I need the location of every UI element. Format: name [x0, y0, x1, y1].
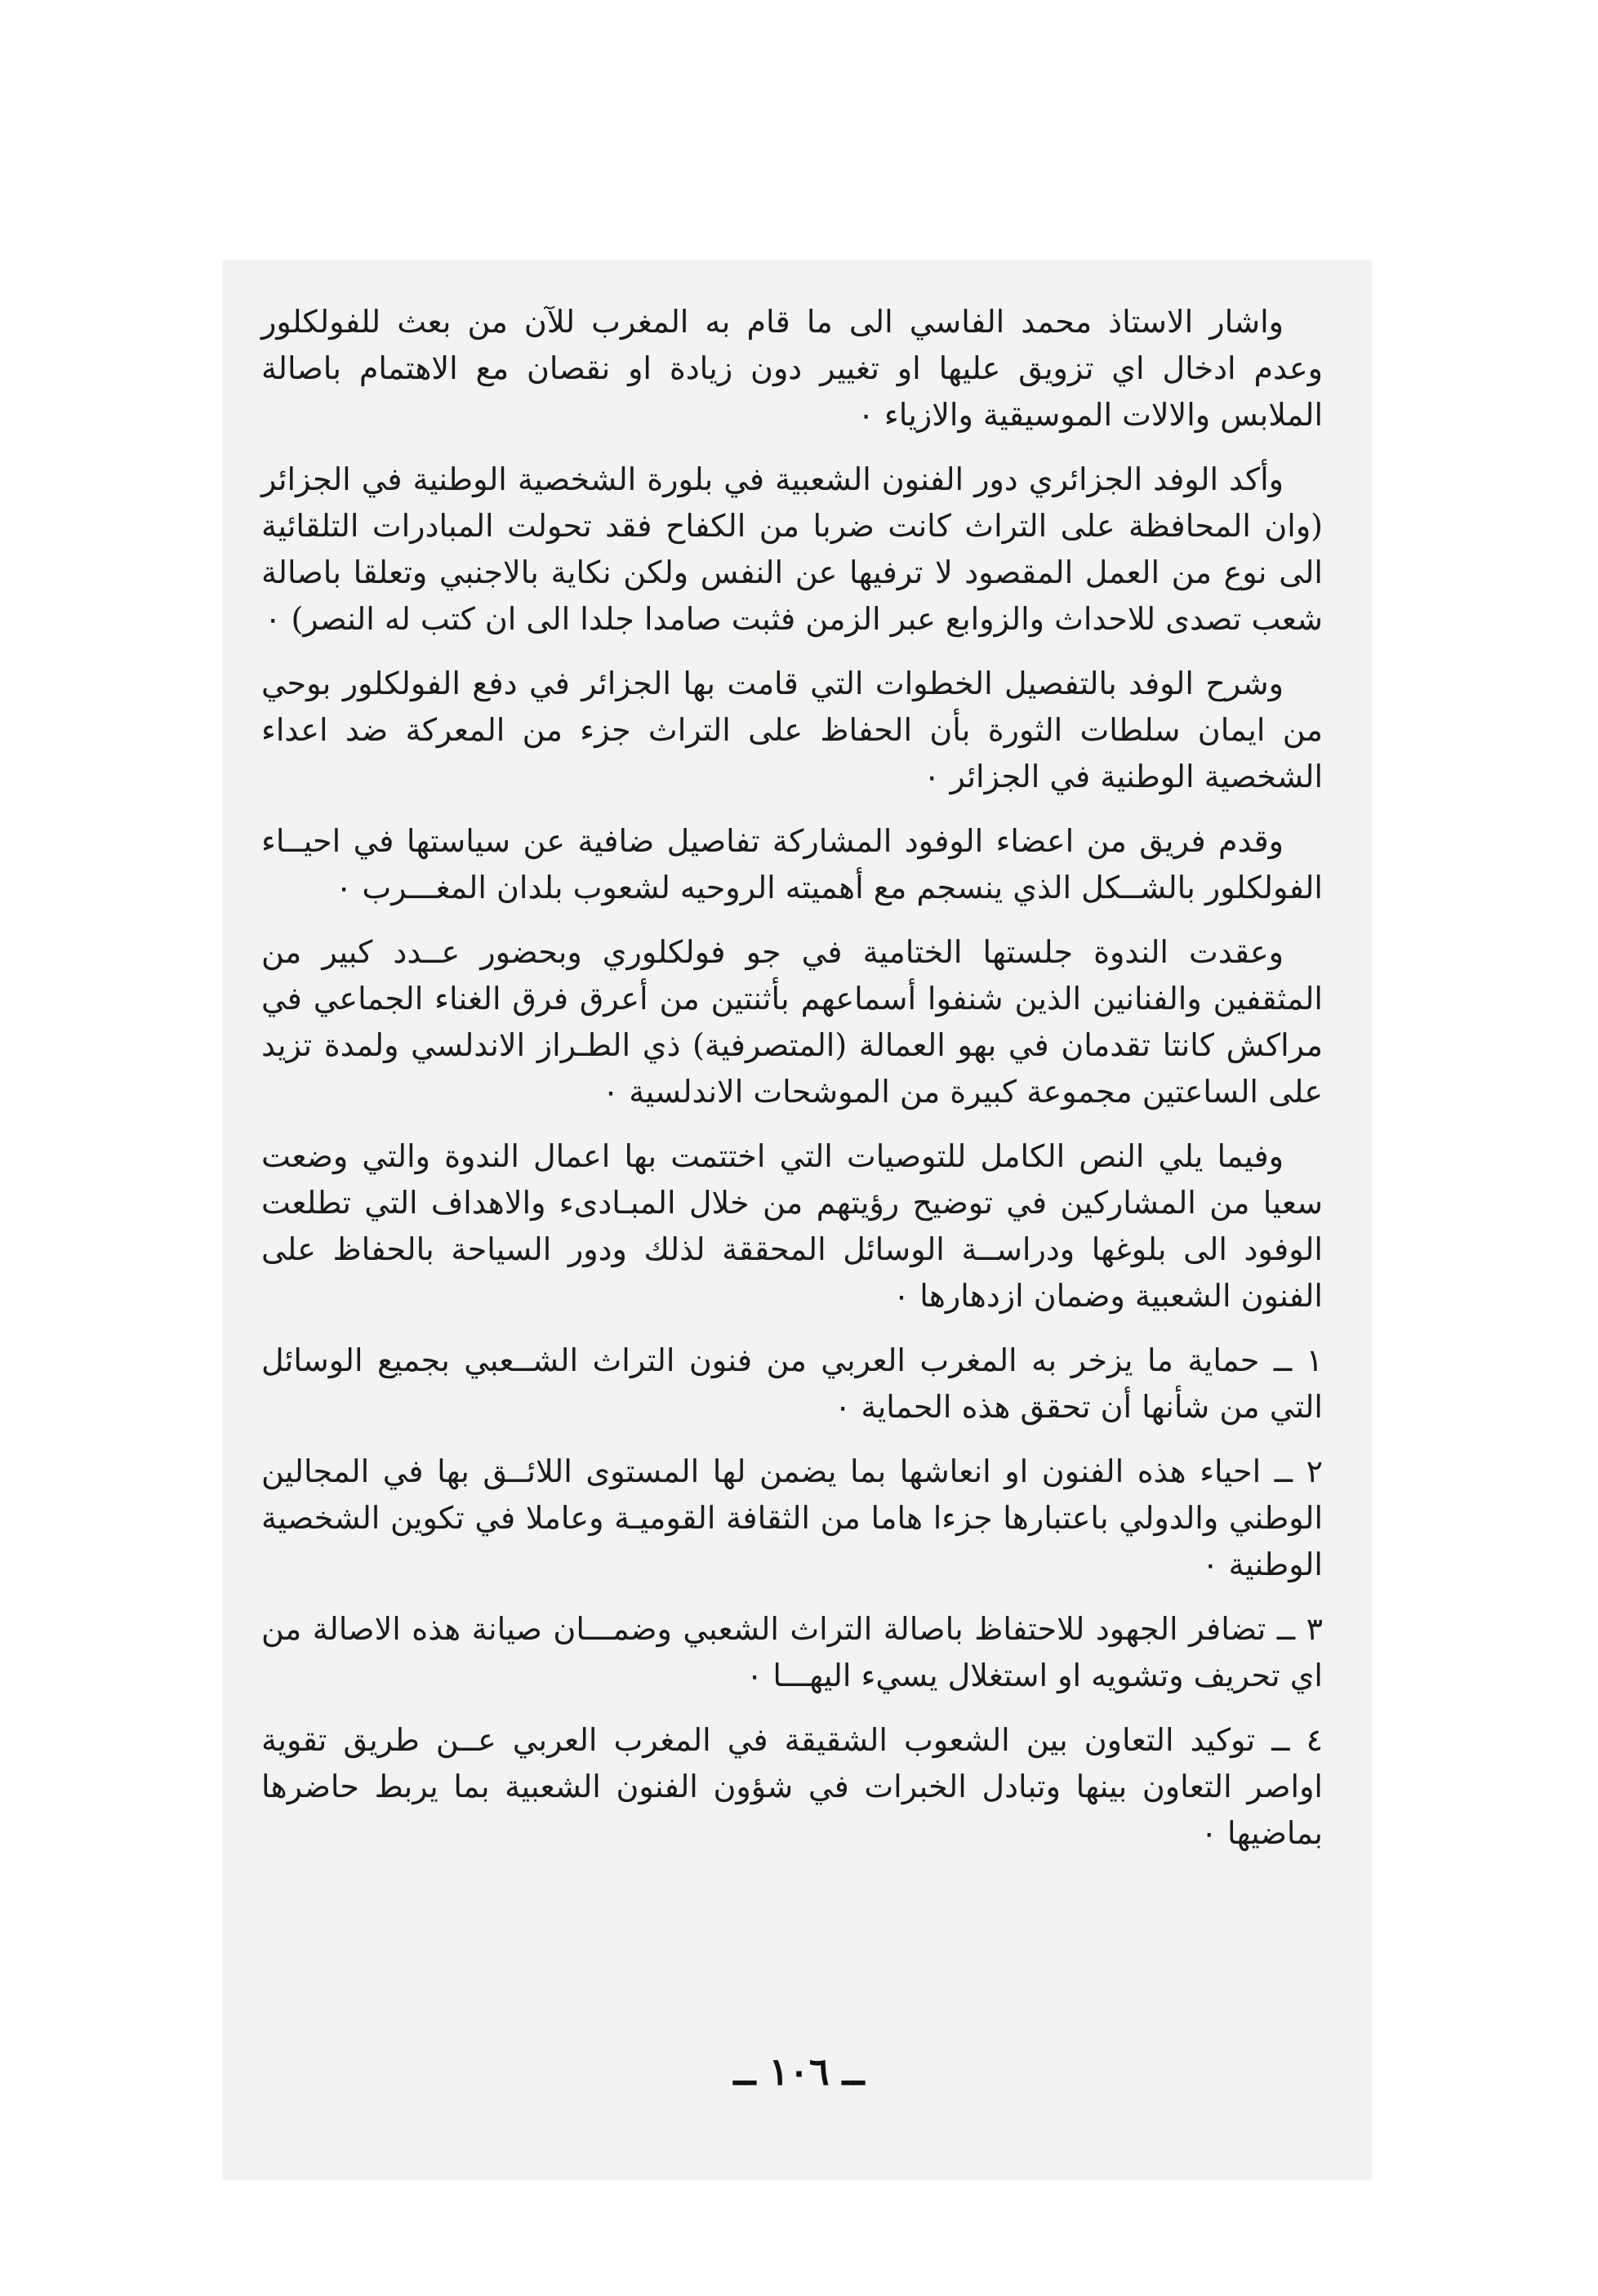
page-number: ــ ١٠٦ ــ	[733, 2049, 865, 2094]
paragraph: وعقدت الندوة جلستها الختامية في جو فولكلوري وبحضور عــدد كبير من المثقفين والفنانين الذين شنفوا أسماعهم بأثنتين من أعرق فرق الغناء الجماعي في مراكش كانتا تقدمان في بهو العمالة (المتصرفية) ذي الطـراز الاندلسي ولمدة تزيد على الساعتين مجموعة كبيرة من الموشحات الاندلسية ٠	[261, 934, 1323, 1110]
recommendation-item: ٣ ــ تضافر الجهود للاحتفاظ باصالة التراث الشعبي وضمـــان صيانة هذه الاصالة من اي تحريف وتشويه او استغلال يسيء اليهـــا ٠	[261, 1611, 1323, 1693]
recommendation-item: ٤ ــ توكيد التعاون بين الشعوب الشقيقة في المغرب العربي عــن طريق تقوية اواصر التعاون بينها وتبادل الخبرات في شؤون الفنون الشعبية بما يربط حاضرها بماضيها ٠	[261, 1722, 1323, 1851]
document-body	[261, 299, 1323, 1875]
recommendation-item: ٢ ــ احياء هذه الفنون او انعاشها بما يضمن لها المستوى اللائــق بها في المجالين الوطني والدولي باعتبارها جزءا هاما من الثقافة القوميـة وعاملا في تكوين الشخصية الوطنية ٠	[261, 1453, 1323, 1582]
paragraph: وفيما يلي النص الكامل للتوصيات التي اختتمت بها اعمال الندوة والتي وضعت سعيا من المشاركين في توضيح رؤيتهم من خلال المبـادىء والاهداف التي تطلعت الوفود الى بلوغها ودراســة الوسائل المحققة لذلك ودور السياحة بالحفاظ على الفنون الشعبية وضمان ازدهارها ٠	[261, 1138, 1323, 1314]
paragraph: وقدم فريق من اعضاء الوفود المشاركة تفاصيل ضافية عن سياستها في احيــاء الفولكلور بالشــكل الذي ينسجم مع أهميته الروحيه لشعوب بلدان المغـــرب ٠	[261, 823, 1323, 905]
recommendation-item: ١ ــ حماية ما يزخر به المغرب العربي من فنون التراث الشــعبي بجميع الوسائل التي من شأنها أن تحقق هذه الحماية ٠	[261, 1342, 1323, 1425]
paragraph: وأكد الوفد الجزائري دور الفنون الشعبية في بلورة الشخصية الوطنية في الجزائر (وان المحافظة على التراث كانت ضربا من الكفاح فقد تحولت المبادرات التلقائية الى نوع من العمل المقصود لا ترفيها عن النفس ولكن نكاية بالاجنبي وتعلقا باصالة شعب تصدى للاحداث والزوابع عبر الزمن فثبت صامدا جلدا الى ان كتب له النصر) ٠	[261, 461, 1323, 637]
paragraph: واشار الاستاذ محمد الفاسي الى ما قام به المغرب للآن من بعث للفولكلور وعدم ادخال اي تزويق عليها او تغيير دون زيادة او نقصان مع الاهتمام باصالة الملابس والالات الموسيقية والازياء ٠	[261, 304, 1323, 433]
paragraph: وشرح الوفد بالتفصيل الخطوات التي قامت بها الجزائر في دفع الفولكلور بوحي من ايمان سلطات الثورة بأن الحفاظ على التراث جزء من المعركة ضد اعداء الشخصية الوطنية في الجزائر ٠	[261, 665, 1323, 794]
